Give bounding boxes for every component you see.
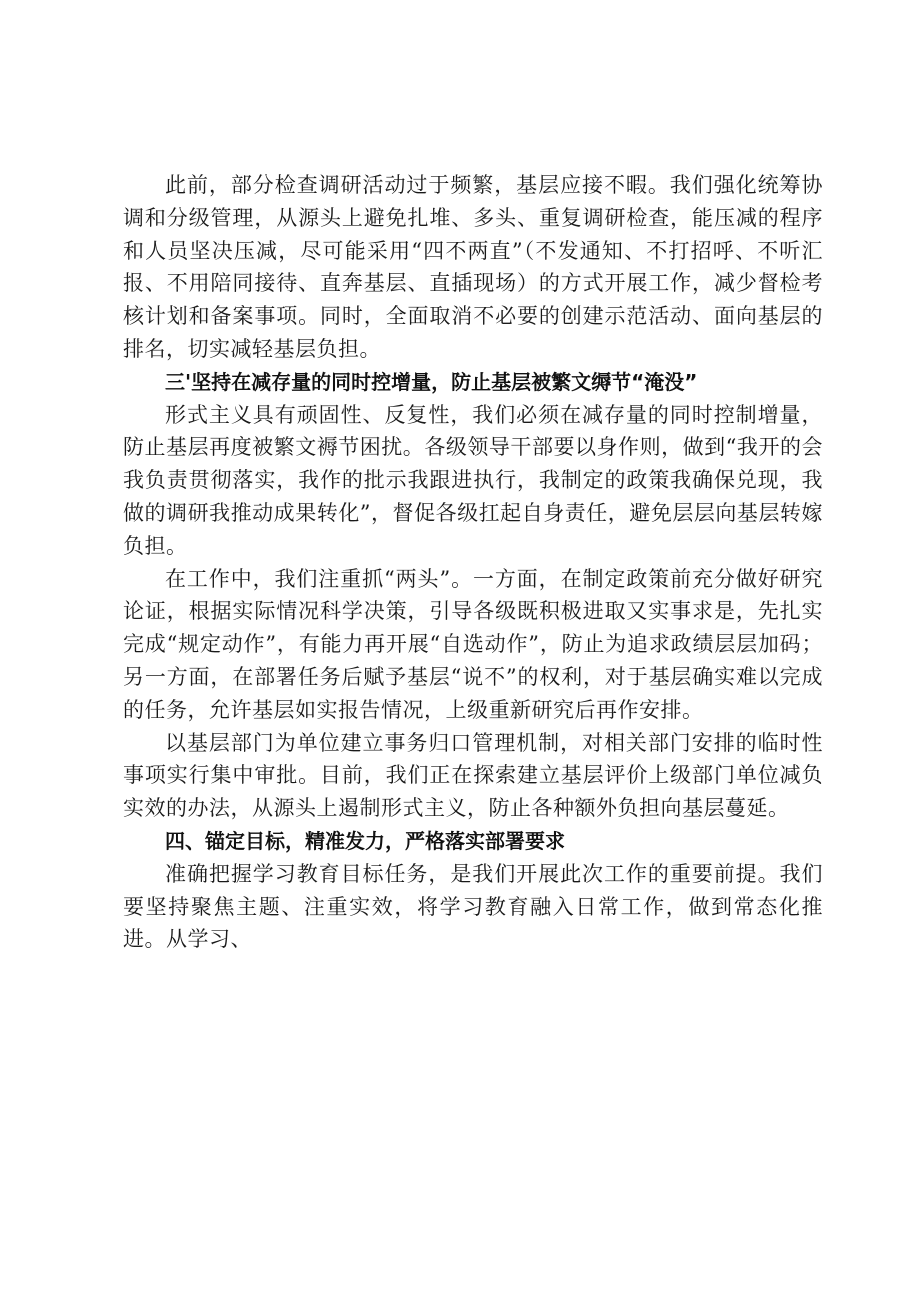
section-heading-three: 三'坚持在减存量的同时控增量，防止基层被繁文缛节“淹没” [165, 369, 698, 394]
paragraph-inspection-reduction: 此前，部分检查调研活动过于频繁，基层应接不暇。我们强化统筹协调和分级管理，从源头上避免扎堆、多头、重复调研检查，能压减的程序和人员坚决压减，尽可能采用“四不两直”（不发通知、不打招呼、不听汇报、不用陪同接待、直奔基层、直插现场）的方式开展工作，减少督检考核计划和备案事项。同时，全面取消不必要的创建示范活动、面向基层的排名，切实减轻基层负担。 [123, 173, 823, 361]
paragraph-formalism-control: 形式主义具有顽固性、反复性，我们必须在减存量的同时控制增量，防止基层再度被繁文褥节困扰。各级领导干部要以身作则，做到“我开的会我负责贯彻落实，我作的批示我跟进执行，我制定的政策我确保兑现，我做的调研我推动成果转化”，督促各级扛起自身责任，避免层层向基层转嫁负担。 [123, 402, 823, 558]
section-heading-four: 四、锚定目标，精准发力，严格落实部署要求 [165, 828, 565, 853]
paragraph-learning-goals: 准确把握学习教育目标任务，是我们开展此次工作的重要前提。我们要坚持聚焦主题、注重实效，将学习教育融入日常工作，做到常态化推进。从学习、 [123, 861, 823, 952]
paragraph-two-ends: 在工作中，我们注重抓“两头”。一方面，在制定政策前充分做好研究论证，根据实际情况科学决策，引导各级既积极进取又实事求是，先扎实完成“规定动作”，有能力再开展“自选动作”，防止为追求政绩层层加码；另一方面，在部署任务后赋予基层“说不”的权利，对于基层确实难以完成的任务，允许基层如实报告情况，上级重新研究后再作安排。 [123, 566, 823, 722]
paragraph-approval-mechanism: 以基层部门为单位建立事务归口管理机制，对相关部门安排的临时性事项实行集中审批。目前，我们正在探索建立基层评价上级部门单位减负实效的办法，从源头上遏制形式主义，防止各种额外负担向基层蔓延。 [123, 730, 823, 821]
document-body [123, 169, 823, 956]
